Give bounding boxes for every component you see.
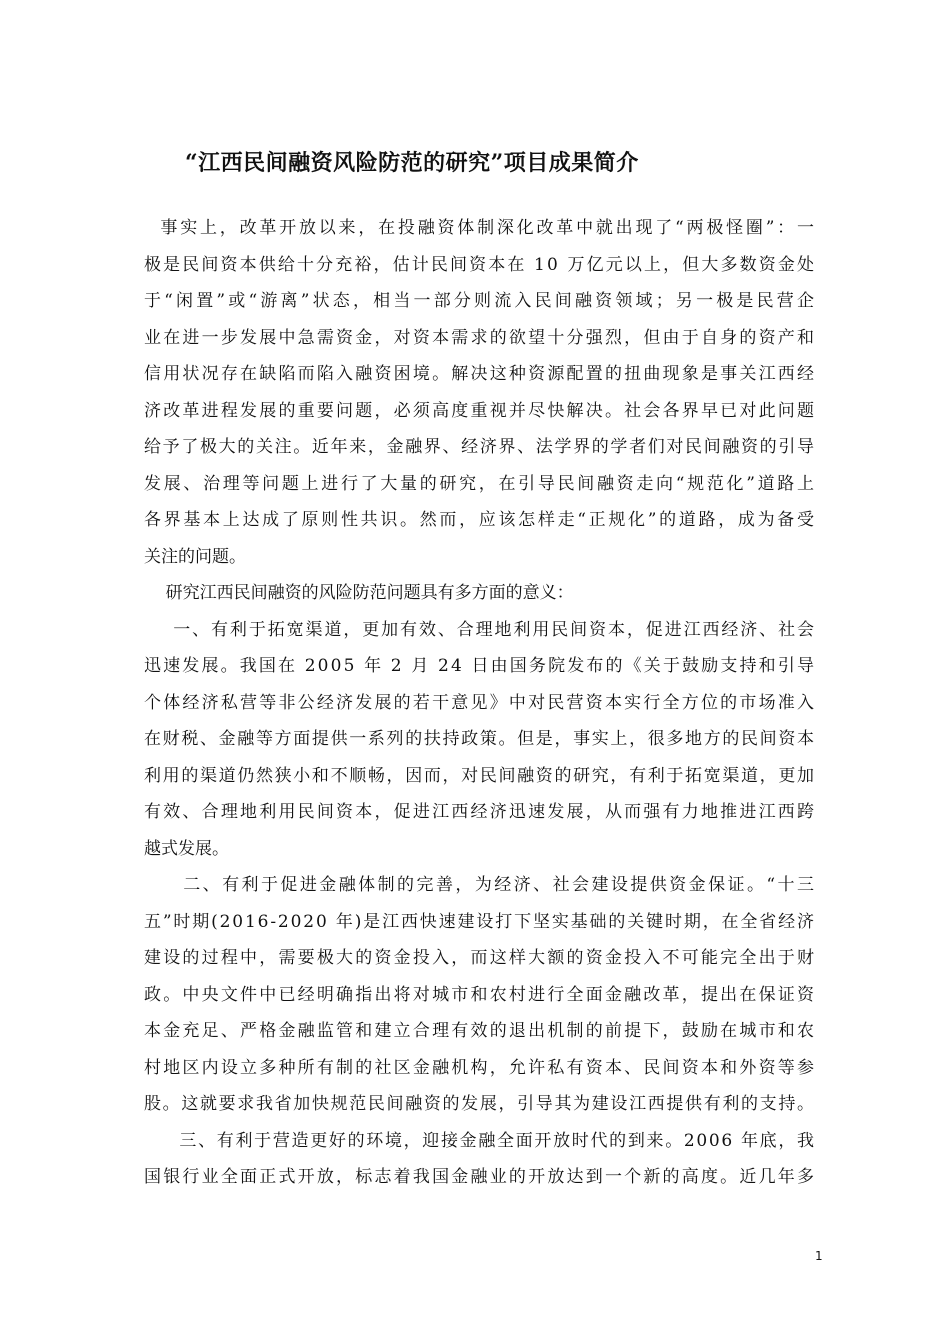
body-text — [144, 210, 818, 1196]
text-line: 信用状况存在缺陷而陷入融资困境。解决这种资源配置的扭曲现象是事关江西经 — [144, 364, 817, 384]
text-line: 本金充足、严格金融监管和建立合理有效的退出机制的前提下，鼓励在城市和农 — [144, 1021, 817, 1041]
text-line: 济改革进程发展的重要问题，必须高度重视并尽快解决。社会各界早已对此问题 — [144, 400, 817, 421]
text-line: 关注的问题。 — [144, 546, 246, 567]
text-line: 村地区内设立多种所有制的社区金融机构，允许私有资本、民间资本和外资等参 — [144, 1057, 817, 1078]
text-line: 建设的过程中，需要极大的资金投入，而这样大额的资金投入不可能完全出于财 — [144, 948, 817, 968]
text-line: 于“闲置”或“游离”状态，相当一部分则流入民间融资领域；另一极是民营企 — [144, 291, 818, 311]
text-line: 五”时期(2016-2020 年)是江西快速建设打下坚实基础的关键时期，在全省经济 — [144, 911, 816, 932]
page-title: “江西民间融资风险防范的研究”项目成果简介 — [185, 150, 639, 176]
page-number: 1 — [815, 1249, 823, 1263]
text-line: 股。这就要求我省加快规范民间融资的发展，引导其为建设江西提供有利的支持。 — [144, 1094, 816, 1114]
text-line: 利用的渠道仍然狭小和不顺畅，因而，对民间融资的研究，有利于拓宽渠道，更加 — [144, 765, 816, 786]
text-line: 给予了极大的关注。近年来，金融界、经济界、法学界的学者们对民间融资的引导 — [144, 437, 816, 457]
text-line: 迅速发展。我国在 2005 年 2 月 24 日由国务院发布的《关于鼓励支持和引导 — [144, 656, 817, 676]
text-line: 极是民间资本供给十分充裕，估计民间资本在 10 万亿元以上，但大多数资金处 — [144, 254, 817, 275]
text-line: 有效、合理地利用民间资本，促进江西经济迅速发展，从而强有力地推进江西跨 — [144, 802, 817, 822]
text-line: 在财税、金融等方面提供一系列的扶持政策。但是，事实上，很多地方的民间资本 — [144, 729, 816, 749]
text-line: 事实上，改革开放以来，在投融资体制深化改革中就出现了“两极怪圈”：一 — [144, 218, 817, 238]
text-line: 研究江西民间融资的风险防范问题具有多方面的意义： — [144, 583, 574, 603]
text-line: 三、有利于营造更好的环境，迎接金融全面开放时代的到来。2006 年底，我 — [144, 1130, 816, 1151]
text-line: 各界基本上达成了原则性共识。然而，应该怎样走“正规化”的道路，成为备受 — [144, 510, 817, 530]
text-line: 越式发展。 — [144, 838, 229, 859]
text-line: 政。中央文件中已经明确指出将对城市和农村进行全面金融改革，提出在保证资 — [144, 984, 817, 1005]
text-line: 业在进一步发展中急需资金，对资本需求的欲望十分强烈，但由于自身的资产和 — [144, 327, 817, 348]
text-line: 个体经济私营等非公经济发展的若干意见》中对民营资本实行全方位的市场准入 — [144, 692, 817, 713]
text-line: 发展、治理等问题上进行了大量的研究，在引导民间融资走向“规范化”道路上 — [144, 473, 817, 494]
text-line: 二、有利于促进金融体制的完善，为经济、社会建设提供资金保证。“十三 — [144, 875, 817, 895]
text-line: 一、有利于拓宽渠道，更加有效、合理地利用民间资本，促进江西经济、社会 — [144, 619, 816, 640]
text-line: 国银行业全面正式开放，标志着我国金融业的开放达到一个新的高度。近几年多 — [144, 1167, 817, 1187]
